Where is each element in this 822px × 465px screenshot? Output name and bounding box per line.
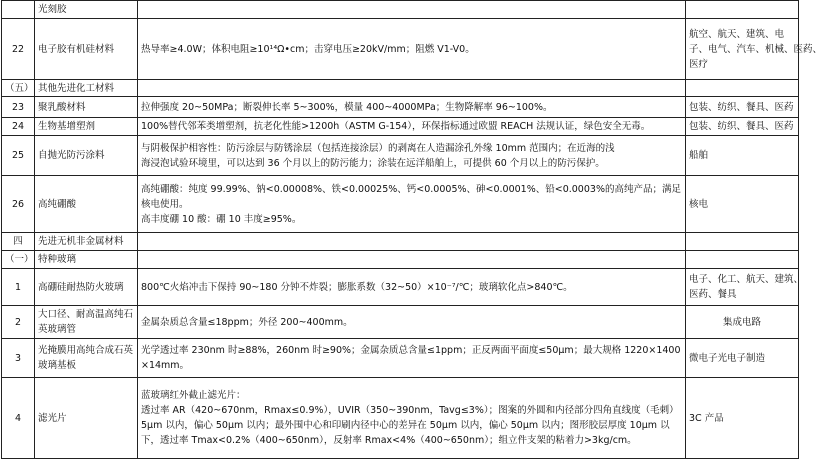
spec-line: 核电使用。 <box>141 198 189 210</box>
app-line: 子、电气、汽车、机械、医药、 <box>689 43 822 55</box>
table-row <box>2 251 799 269</box>
table-row <box>2 339 799 378</box>
material-name: 特种玻璃 <box>35 251 138 269</box>
spec-line: 100%替代邻苯类增塑剂，抗老化性能>1200h（ASTM G-154），环保指标通过欧盟 REACH 法规认证，绿色安全无毒。 <box>141 121 651 132</box>
material-name: 高纯硼酸 <box>35 176 138 233</box>
material-name: 电子胶有机硅材料 <box>35 19 138 80</box>
table-row <box>2 118 799 136</box>
application-field <box>686 136 799 176</box>
material-spec <box>138 251 686 269</box>
row-number: 四 <box>2 233 35 251</box>
application-field <box>686 1 799 19</box>
row-number: 24 <box>2 118 35 136</box>
material-spec <box>138 80 686 97</box>
material-name: 聚乳酸材料 <box>35 97 138 118</box>
row-number: 1 <box>2 269 35 306</box>
application-field <box>686 306 799 339</box>
row-number: 3 <box>2 339 35 378</box>
material-spec <box>138 136 686 176</box>
app-line: 微电子光电子制造 <box>689 352 766 364</box>
application-field <box>686 19 822 80</box>
table-row <box>2 176 799 233</box>
material-spec <box>138 378 686 459</box>
material-spec <box>138 269 686 306</box>
table-row <box>2 269 799 306</box>
material-spec <box>138 19 686 80</box>
materials-table <box>1 0 822 459</box>
spec-line: 金属杂质总含量≤18ppm；外径 200~400mm。 <box>141 316 353 328</box>
table-row <box>2 97 799 118</box>
spec-line: 800℃火焰冲击下保持 90~180 分钟不炸裂；膨胀系数（32~50）×10⁻⁷/℃；玻璃软化点>840℃。 <box>141 281 573 293</box>
material-name: 大口径、耐高温高纯石英玻璃管 <box>35 306 138 339</box>
table-row <box>2 378 799 459</box>
table-row <box>2 233 799 251</box>
material-name: 生物基增塑剂 <box>35 118 138 136</box>
row-number: （五） <box>2 80 35 97</box>
material-name: 其他先进化工材料 <box>35 80 138 97</box>
table-row <box>2 1 799 19</box>
row-number: （一） <box>2 251 35 269</box>
application-field <box>686 233 799 251</box>
row-number: 25 <box>2 136 35 176</box>
app-line: 医疗 <box>689 58 709 70</box>
material-spec <box>138 118 686 136</box>
application-field <box>686 339 799 378</box>
row-number: 23 <box>2 97 35 118</box>
spec-line: 高纯硼酸：纯度 99.99%、钠<0.00008%、铁<0.00025%、钙<0.0005%、砷<0.0001%、铅<0.0003%的高纯产品；满足 <box>141 183 681 195</box>
row-number: 2 <box>2 306 35 339</box>
app-line: 3C 产品 <box>689 412 724 424</box>
material-name: 光掩膜用高纯合成石英玻璃基板 <box>35 339 138 378</box>
material-spec <box>138 233 686 251</box>
material-spec <box>138 97 686 118</box>
table-row <box>2 306 799 339</box>
spec-line: 蓝玻璃红外截止滤光片： <box>141 390 246 401</box>
table-row <box>2 19 799 80</box>
spec-line: 高丰度硼 10 酸：硼 10 丰度≥95%。 <box>141 213 302 225</box>
app-line: 核电 <box>689 198 709 210</box>
application-field <box>686 176 799 233</box>
application-field <box>686 80 799 97</box>
app-line: 医药、餐具 <box>689 289 737 300</box>
material-name: 滤光片 <box>35 378 138 459</box>
application-field <box>686 269 804 306</box>
material-spec <box>138 306 686 339</box>
spec-line: 透过率 AR（420~670nm，Rmax≤0.9%），UVIR（350~390nm，Tavg≤3%）；图案的外圆和内径部分四角直线度（毛刺） <box>141 405 679 416</box>
material-name: 光刻胶 <box>35 1 138 19</box>
spec-line: 热导率≥4.0W；体积电阻≥10¹⁴Ω•cm；击穿电压≥20kV/mm；阻燃 V1-V0。 <box>141 43 475 55</box>
row-number: 22 <box>2 19 35 80</box>
row-number <box>2 1 35 19</box>
app-line: 船舶 <box>689 150 709 161</box>
material-name: 先进无机非金属材料 <box>35 233 138 251</box>
application-field <box>686 118 799 136</box>
spec-line: 海浸泡试验环境里，可以达到 36 个月以上的防污能力；涂装在远洋船舶上，可提供 60 个月以上的防污保护。 <box>141 157 605 169</box>
spec-line: 拉伸强度 20~50MPa；断裂伸长率 5~300%，模量 400~4000MPa；生物降解率 96~100%。 <box>141 101 553 113</box>
row-number: 4 <box>2 378 35 459</box>
app-line: 集成电路 <box>722 316 761 328</box>
spec-line: ×14mm。 <box>141 360 190 371</box>
table-row <box>2 136 799 176</box>
table-row <box>2 80 799 97</box>
spec-line: 下，透过率 Tmax<0.2%（400~650nm），反射率 Rmax<4%（400~650nm）；组立件支架的粘着力>3kg/cm。 <box>141 435 637 446</box>
row-number: 26 <box>2 176 35 233</box>
application-field <box>686 378 799 459</box>
material-spec <box>138 176 686 233</box>
spec-line: 与阴极保护相容性：防污涂层与防锈涂层（包括连接涂层）的剥离在人造漏涂孔外缘 10mm 范围内；在近海的浅 <box>141 142 615 154</box>
app-line: 电子、化工、航天、建筑、 <box>689 274 804 285</box>
app-line: 包装、纺织、餐具、医药 <box>689 101 794 113</box>
app-line: 包装、纺织、餐具、医药 <box>689 121 794 132</box>
material-name: 高硼硅耐热防火玻璃 <box>35 269 138 306</box>
application-field <box>686 97 799 118</box>
material-spec <box>138 339 686 378</box>
material-name: 自抛光防污涂料 <box>35 136 138 176</box>
material-spec <box>138 1 686 19</box>
spec-line: 5μm 以内，偏心 50μm 以内；最外围中心和印刷内径中心的差异在 50μm 以内，偏心 50μm 以内；图形胶层厚度 10μm 以 <box>141 420 670 431</box>
app-line: 航空、航天、建筑、电 <box>689 28 785 40</box>
spec-line: 光学透过率 230nm 时≥88%，260nm 时≥90%；金属杂质总含量≤1ppm；正反两面平面度≤50μm；最大规格 1220×1400 <box>141 345 681 356</box>
application-field <box>686 251 799 269</box>
